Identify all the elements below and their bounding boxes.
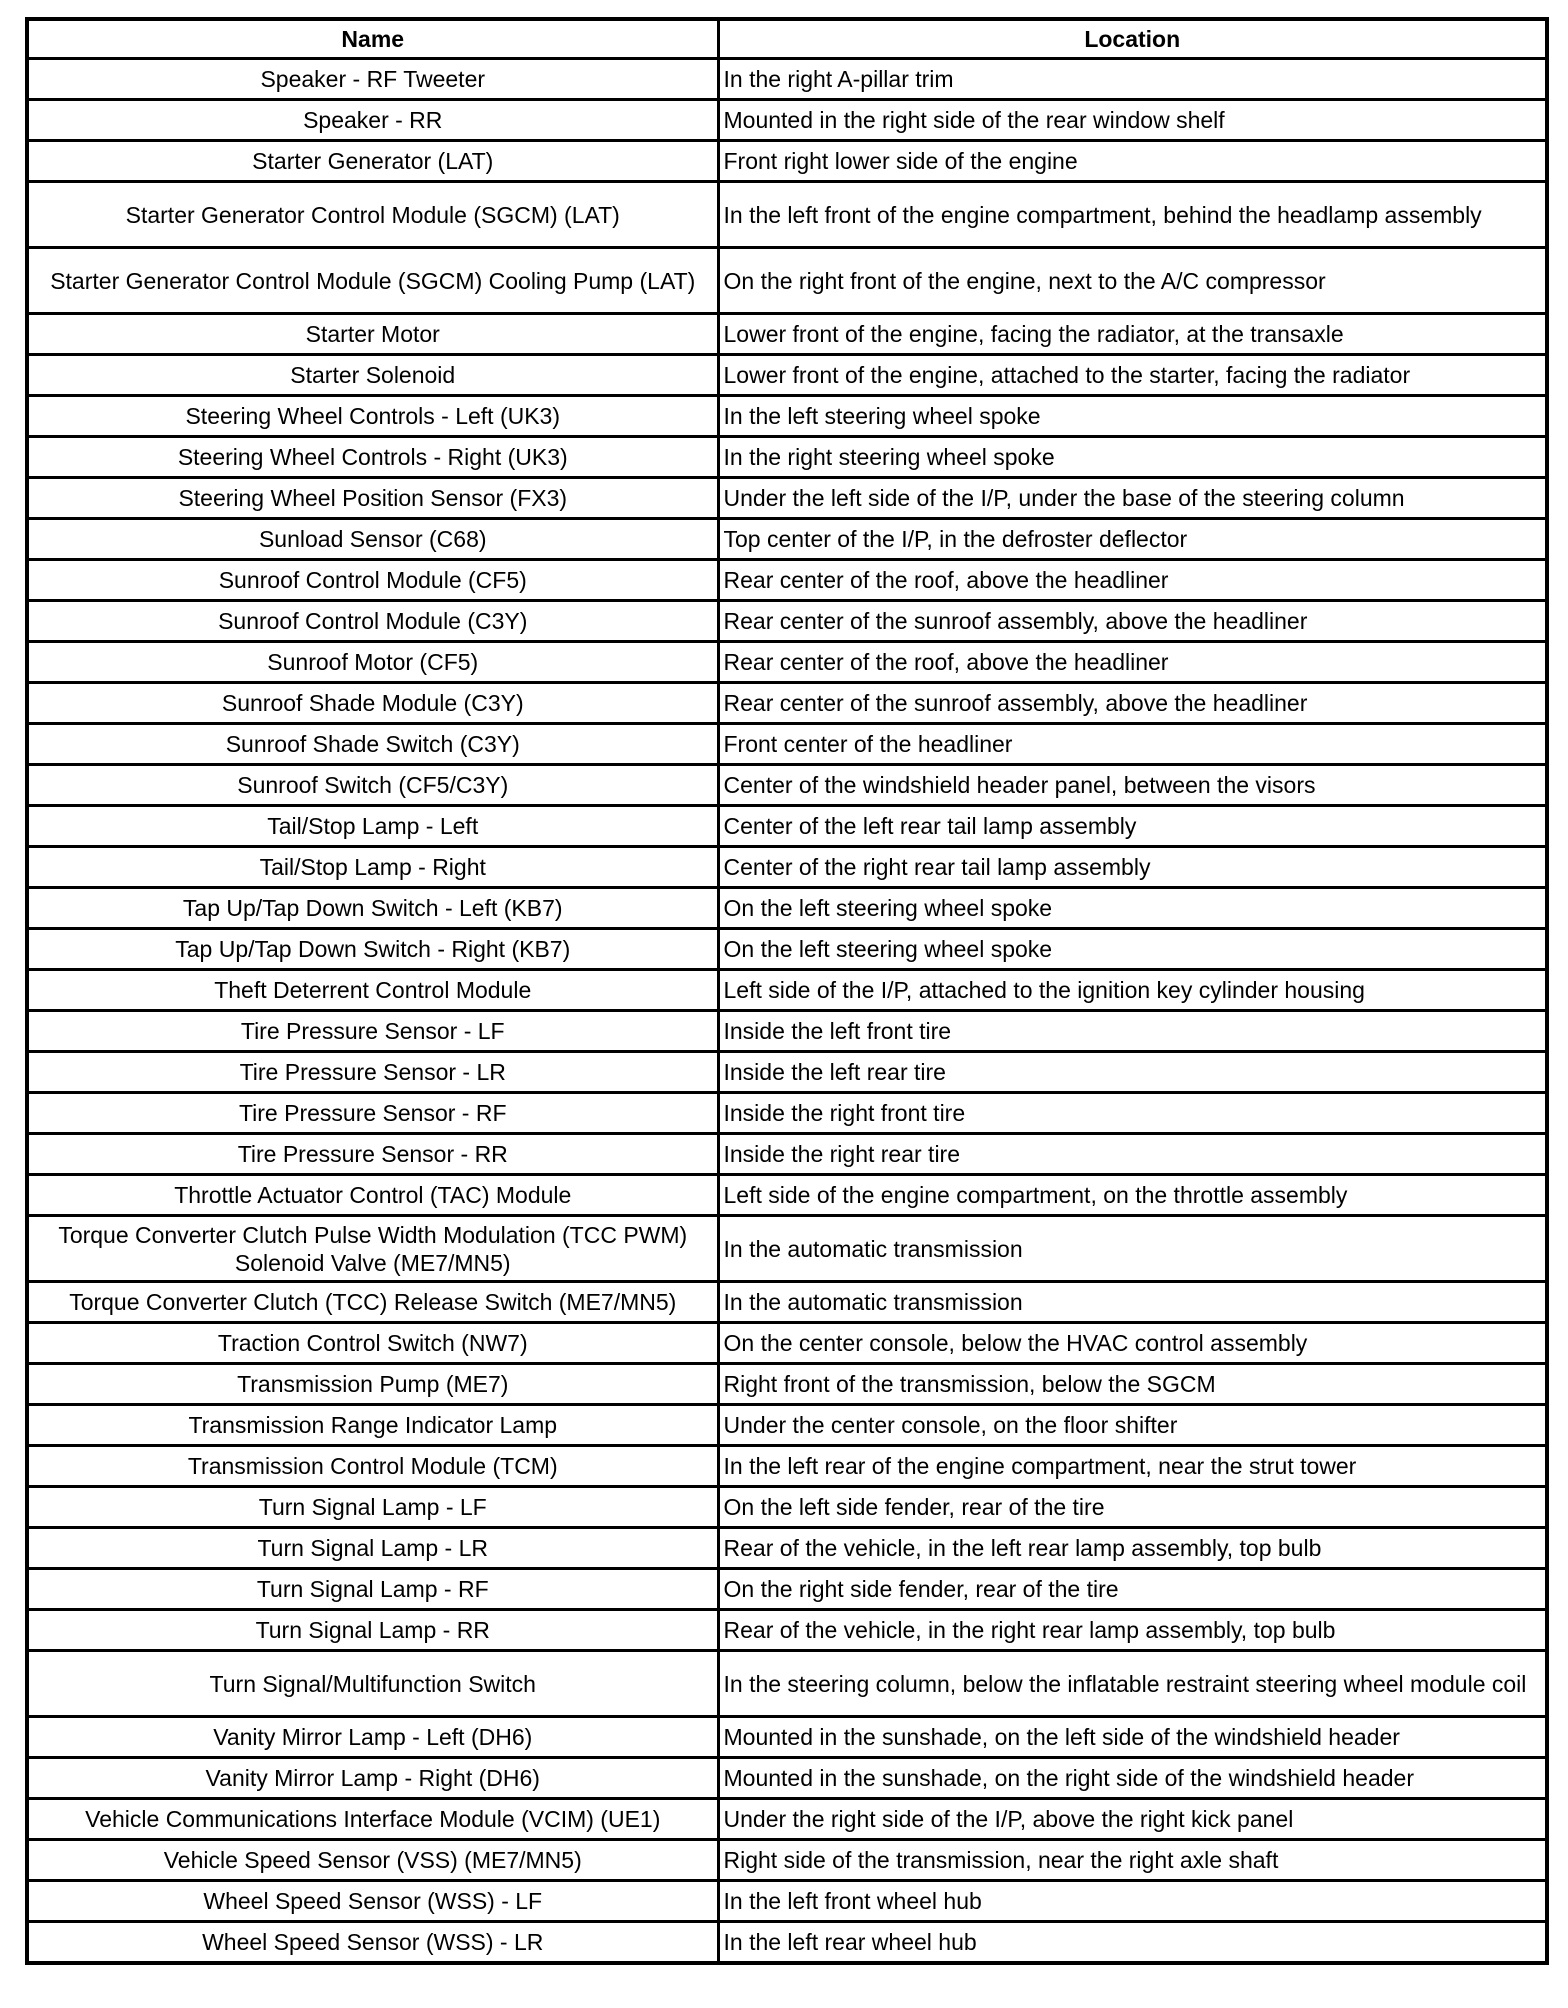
component-location-cell: Center of the windshield header panel, between the visors: [718, 765, 1547, 806]
component-location-cell: Rear of the vehicle, in the left rear lamp assembly, top bulb: [718, 1528, 1547, 1569]
table-row: [27, 806, 1547, 847]
component-name-cell: Vanity Mirror Lamp - Left (DH6): [27, 1717, 718, 1758]
component-name-cell: Turn Signal/Multifunction Switch: [27, 1651, 718, 1717]
component-location-cell: Under the right side of the I/P, above the right kick panel: [718, 1799, 1547, 1840]
table-row: [27, 478, 1547, 519]
component-location-cell: Right front of the transmission, below the SGCM: [718, 1364, 1547, 1405]
component-name-cell: Wheel Speed Sensor (WSS) - LR: [27, 1922, 718, 1964]
component-name-cell: Vehicle Communications Interface Module (VCIM) (UE1): [27, 1799, 718, 1840]
component-name-cell: Steering Wheel Controls - Right (UK3): [27, 437, 718, 478]
component-name-cell: Sunroof Shade Switch (C3Y): [27, 724, 718, 765]
component-location-cell: Inside the left rear tire: [718, 1052, 1547, 1093]
component-name-cell: Starter Generator Control Module (SGCM) (LAT): [27, 182, 718, 248]
component-location-cell: Center of the left rear tail lamp assembly: [718, 806, 1547, 847]
component-location-table: [25, 17, 1549, 1965]
component-name-cell: Starter Generator Control Module (SGCM) Cooling Pump (LAT): [27, 248, 718, 314]
component-location-cell: Top center of the I/P, in the defroster deflector: [718, 519, 1547, 560]
table-row: [27, 1323, 1547, 1364]
table-row: [27, 1405, 1547, 1446]
component-location-cell: Lower front of the engine, facing the radiator, at the transaxle: [718, 314, 1547, 355]
component-location-cell: Rear center of the roof, above the headliner: [718, 560, 1547, 601]
component-location-cell: In the left steering wheel spoke: [718, 396, 1547, 437]
table-row: [27, 1840, 1547, 1881]
component-name-cell: Tap Up/Tap Down Switch - Left (KB7): [27, 888, 718, 929]
component-name-cell: Sunroof Control Module (CF5): [27, 560, 718, 601]
component-location-cell: In the right steering wheel spoke: [718, 437, 1547, 478]
component-name-cell: Starter Solenoid: [27, 355, 718, 396]
component-location-cell: In the left rear wheel hub: [718, 1922, 1547, 1964]
table-row: [27, 1282, 1547, 1323]
component-location-cell: Inside the right front tire: [718, 1093, 1547, 1134]
table-row: [27, 970, 1547, 1011]
component-name-cell: Tire Pressure Sensor - LF: [27, 1011, 718, 1052]
table-row: [27, 724, 1547, 765]
table-row: [27, 355, 1547, 396]
component-name-cell: Turn Signal Lamp - RF: [27, 1569, 718, 1610]
table-row: [27, 1922, 1547, 1964]
component-location-cell: Rear center of the roof, above the headliner: [718, 642, 1547, 683]
table-row: [27, 100, 1547, 141]
component-location-cell: Under the left side of the I/P, under the base of the steering column: [718, 478, 1547, 519]
component-location-cell: In the steering column, below the inflatable restraint steering wheel module coil: [718, 1651, 1547, 1717]
table-row: [27, 1881, 1547, 1922]
component-location-cell: Right side of the transmission, near the right axle shaft: [718, 1840, 1547, 1881]
component-location-cell: Rear center of the sunroof assembly, above the headliner: [718, 683, 1547, 724]
component-name-cell: Steering Wheel Controls - Left (UK3): [27, 396, 718, 437]
component-location-cell: In the right A-pillar trim: [718, 59, 1547, 100]
component-location-cell: Front right lower side of the engine: [718, 141, 1547, 182]
component-name-cell: Steering Wheel Position Sensor (FX3): [27, 478, 718, 519]
component-location-cell: Inside the right rear tire: [718, 1134, 1547, 1175]
table-row: [27, 248, 1547, 314]
component-name-cell: Sunroof Switch (CF5/C3Y): [27, 765, 718, 806]
component-name-cell: Tap Up/Tap Down Switch - Right (KB7): [27, 929, 718, 970]
table-row: [27, 182, 1547, 248]
component-location-cell: Left side of the engine compartment, on the throttle assembly: [718, 1175, 1547, 1216]
component-location-cell: Mounted in the right side of the rear window shelf: [718, 100, 1547, 141]
table-row: [27, 1569, 1547, 1610]
component-location-cell: In the left rear of the engine compartment, near the strut tower: [718, 1446, 1547, 1487]
component-name-cell: Tail/Stop Lamp - Left: [27, 806, 718, 847]
table-row: [27, 642, 1547, 683]
table-row: [27, 1487, 1547, 1528]
table-row: [27, 560, 1547, 601]
component-name-cell: Starter Motor: [27, 314, 718, 355]
table-row: [27, 59, 1547, 100]
table-row: [27, 1528, 1547, 1569]
table-row: [27, 1717, 1547, 1758]
table-row: [27, 683, 1547, 724]
table-row: [27, 396, 1547, 437]
table-row: [27, 519, 1547, 560]
table-row: [27, 1011, 1547, 1052]
component-location-cell: Center of the right rear tail lamp assembly: [718, 847, 1547, 888]
component-name-cell: Tire Pressure Sensor - RF: [27, 1093, 718, 1134]
component-name-cell: Tail/Stop Lamp - Right: [27, 847, 718, 888]
table-row: [27, 929, 1547, 970]
component-location-cell: On the right side fender, rear of the tire: [718, 1569, 1547, 1610]
component-location-cell: On the left steering wheel spoke: [718, 888, 1547, 929]
component-name-cell: Torque Converter Clutch Pulse Width Modulation (TCC PWM) Solenoid Valve (ME7/MN5): [27, 1216, 718, 1282]
table-row: [27, 888, 1547, 929]
table-row: [27, 1610, 1547, 1651]
component-name-cell: Torque Converter Clutch (TCC) Release Switch (ME7/MN5): [27, 1282, 718, 1323]
table-row: [27, 437, 1547, 478]
table-row: [27, 765, 1547, 806]
table-row: [27, 1799, 1547, 1840]
component-name-cell: Traction Control Switch (NW7): [27, 1323, 718, 1364]
component-name-cell: Starter Generator (LAT): [27, 141, 718, 182]
component-location-cell: On the right front of the engine, next to the A/C compressor: [718, 248, 1547, 314]
table-row: [27, 1651, 1547, 1717]
table-row: [27, 1364, 1547, 1405]
table-row: [27, 847, 1547, 888]
table-row: [27, 1093, 1547, 1134]
component-location-cell: Rear of the vehicle, in the right rear lamp assembly, top bulb: [718, 1610, 1547, 1651]
component-name-cell: Vehicle Speed Sensor (VSS) (ME7/MN5): [27, 1840, 718, 1881]
table-row: [27, 601, 1547, 642]
component-name-cell: Transmission Control Module (TCM): [27, 1446, 718, 1487]
location-column-header: Location: [718, 19, 1547, 59]
component-name-cell: Turn Signal Lamp - LR: [27, 1528, 718, 1569]
component-location-cell: On the left side fender, rear of the tire: [718, 1487, 1547, 1528]
table-row: [27, 1446, 1547, 1487]
component-name-cell: Wheel Speed Sensor (WSS) - LF: [27, 1881, 718, 1922]
component-location-cell: Left side of the I/P, attached to the ignition key cylinder housing: [718, 970, 1547, 1011]
table-row: [27, 314, 1547, 355]
component-name-cell: Speaker - RF Tweeter: [27, 59, 718, 100]
table-row: [27, 1175, 1547, 1216]
component-location-cell: In the left front wheel hub: [718, 1881, 1547, 1922]
component-location-cell: In the automatic transmission: [718, 1216, 1547, 1282]
table-header-row: [27, 19, 1547, 59]
component-location-cell: Inside the left front tire: [718, 1011, 1547, 1052]
name-column-header: Name: [27, 19, 718, 59]
component-location-cell: On the left steering wheel spoke: [718, 929, 1547, 970]
component-name-cell: Turn Signal Lamp - LF: [27, 1487, 718, 1528]
component-location-cell: Rear center of the sunroof assembly, above the headliner: [718, 601, 1547, 642]
component-name-cell: Sunload Sensor (C68): [27, 519, 718, 560]
component-location-cell: Front center of the headliner: [718, 724, 1547, 765]
table-row: [27, 141, 1547, 182]
table-row: [27, 1134, 1547, 1175]
component-location-cell: Mounted in the sunshade, on the right side of the windshield header: [718, 1758, 1547, 1799]
component-name-cell: Throttle Actuator Control (TAC) Module: [27, 1175, 718, 1216]
component-name-cell: Transmission Range Indicator Lamp: [27, 1405, 718, 1446]
component-name-cell: Vanity Mirror Lamp - Right (DH6): [27, 1758, 718, 1799]
component-name-cell: Speaker - RR: [27, 100, 718, 141]
component-name-cell: Tire Pressure Sensor - LR: [27, 1052, 718, 1093]
component-location-cell: Mounted in the sunshade, on the left side of the windshield header: [718, 1717, 1547, 1758]
component-name-cell: Theft Deterrent Control Module: [27, 970, 718, 1011]
component-location-cell: Lower front of the engine, attached to the starter, facing the radiator: [718, 355, 1547, 396]
table-row: [27, 1052, 1547, 1093]
component-name-cell: Tire Pressure Sensor - RR: [27, 1134, 718, 1175]
table-row: [27, 1216, 1547, 1282]
component-name-cell: Turn Signal Lamp - RR: [27, 1610, 718, 1651]
component-location-cell: In the automatic transmission: [718, 1282, 1547, 1323]
table-row: [27, 1758, 1547, 1799]
component-name-cell: Sunroof Control Module (C3Y): [27, 601, 718, 642]
component-location-cell: In the left front of the engine compartment, behind the headlamp assembly: [718, 182, 1547, 248]
component-location-cell: Under the center console, on the floor shifter: [718, 1405, 1547, 1446]
component-name-cell: Sunroof Motor (CF5): [27, 642, 718, 683]
component-name-cell: Sunroof Shade Module (C3Y): [27, 683, 718, 724]
component-location-cell: On the center console, below the HVAC control assembly: [718, 1323, 1547, 1364]
component-name-cell: Transmission Pump (ME7): [27, 1364, 718, 1405]
